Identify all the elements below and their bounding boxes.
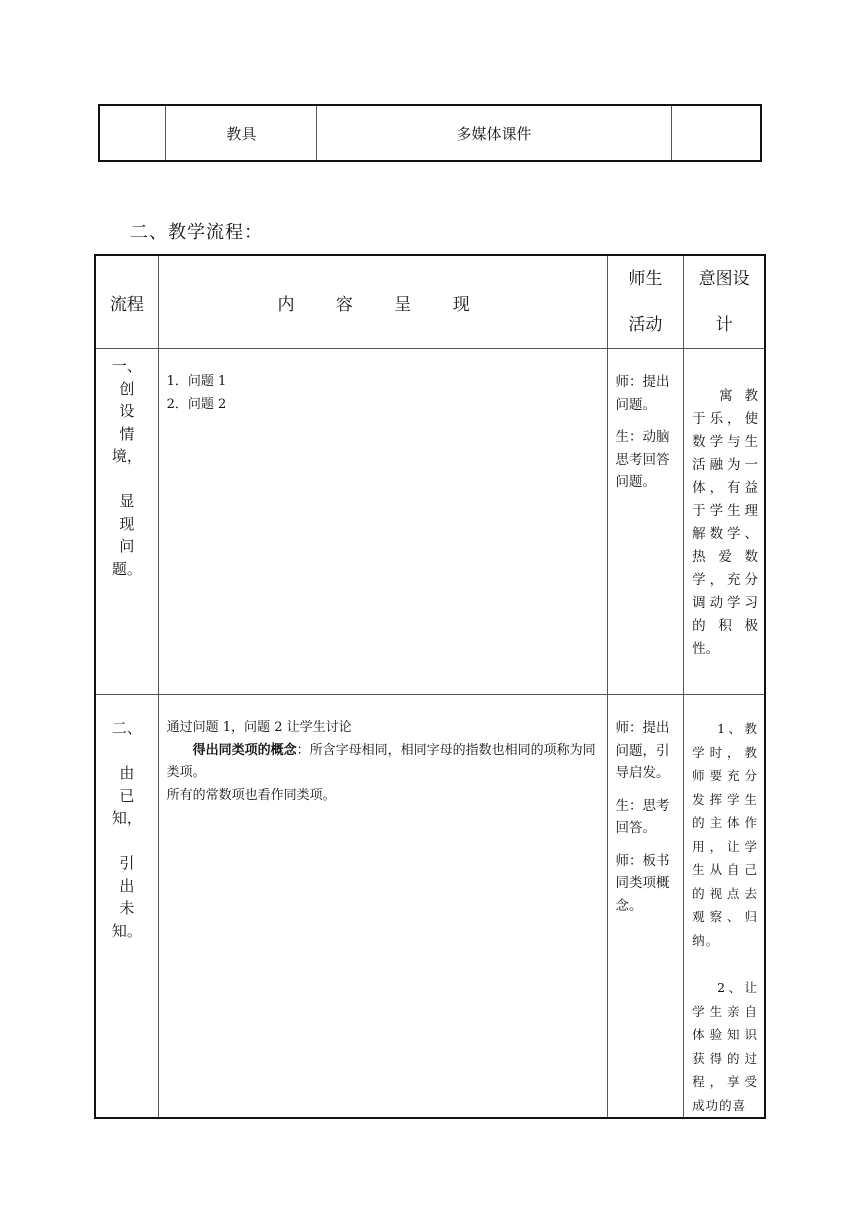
concept-title: 得出同类项的概念 — [192, 742, 297, 758]
header-stage: 流程 — [95, 255, 158, 349]
intent-text: 1、教学时，教师要充分发挥学生的主体作用，让学生从自己的视点去观察、归纳。 — [692, 721, 758, 948]
table-row — [95, 695, 765, 1119]
teaching-aids-table — [98, 104, 762, 162]
content-line: 1．问题 1 — [166, 374, 227, 389]
content-line: 2．问题 2 — [166, 396, 227, 412]
stage-line: 知， — [111, 809, 142, 827]
stage-line: 题。 — [111, 559, 142, 578]
intent-text: 2、让学生亲自体验知识获得的过程，享受成功的喜 — [692, 980, 758, 1113]
section-heading: 二、教学流程： — [130, 222, 263, 243]
content-line: 通过问题 1，问题 2 让学生讨论 — [166, 720, 352, 735]
stage-line: 未 — [119, 899, 135, 917]
stage-line: 问 — [119, 537, 135, 555]
stage-line: 创 — [119, 379, 135, 398]
stage-spacer — [96, 830, 158, 853]
stage-line: 境， — [111, 447, 142, 465]
intent-text: 寓教于乐，使数学与生活融为一体，有益于学生理解数学、热爱数学，充分调动学习的积极性。 — [692, 388, 758, 657]
activity-text: 生：思考回答。 — [615, 797, 670, 836]
header-activity-text: 师生 活动 — [628, 269, 663, 335]
header-activity — [607, 255, 684, 349]
teaching-aids-label: 教具 — [166, 105, 317, 161]
content-cell — [158, 349, 607, 695]
empty-cell — [99, 105, 166, 161]
stage-line: 已 — [119, 786, 135, 805]
stage-line: 知。 — [111, 921, 142, 940]
table-header-row — [95, 255, 765, 349]
stage-line: 情 — [119, 424, 135, 443]
header-intent — [684, 255, 765, 349]
table-row — [95, 349, 765, 695]
stage-spacer — [96, 468, 158, 491]
content-cell — [158, 695, 607, 1119]
stage-line: 显 — [119, 492, 135, 510]
intent-cell — [684, 349, 765, 695]
empty-cell — [671, 105, 761, 161]
activity-cell — [607, 349, 684, 695]
stage-spacer — [96, 740, 158, 763]
teaching-flow-table — [94, 254, 766, 1119]
content-line: 所有的常数项也看作同类项。 — [166, 787, 336, 803]
stage-line: 一、 — [111, 357, 142, 375]
activity-text: 师：板书同类项概念。 — [615, 852, 670, 914]
stage-line: 引 — [119, 854, 135, 872]
activity-text: 生：动脑思考回答问题。 — [615, 429, 670, 490]
stage-line: 现 — [119, 514, 135, 533]
concept-text: ：所含字母相同，相同字母的指数也相同的项称为同类项。 — [166, 742, 596, 780]
teaching-aids-value: 多媒体课件 — [317, 105, 671, 161]
stage-line: 出 — [119, 876, 135, 895]
concept-definition — [167, 740, 599, 785]
intent-cell — [684, 695, 765, 1119]
header-content: 内 容 呈 现 — [158, 255, 607, 349]
activity-text: 师：提出问题。 — [615, 374, 670, 413]
header-intent-text: 意图设 计 — [698, 269, 750, 335]
stage-line: 由 — [119, 764, 135, 782]
stage-line: 二、 — [111, 719, 142, 737]
stage-cell — [95, 349, 158, 695]
activity-cell — [607, 695, 684, 1119]
stage-cell — [95, 695, 158, 1119]
stage-line: 设 — [119, 402, 135, 420]
activity-text: 师：提出问题，引导启发。 — [615, 720, 670, 781]
